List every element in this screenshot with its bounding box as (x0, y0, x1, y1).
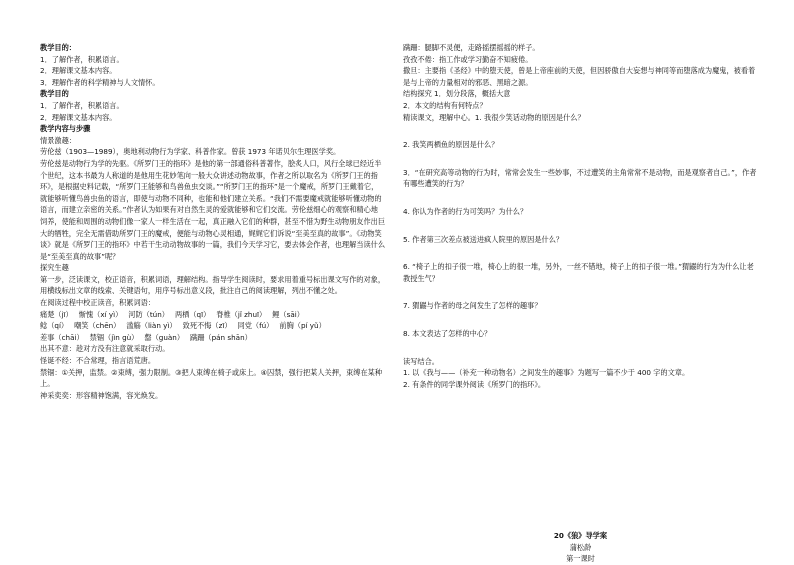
text-line: 2. 有条件的同学课外阅读《所罗门的指环》。 (403, 379, 546, 389)
answer-space (403, 340, 758, 356)
vocab-row (40, 309, 385, 321)
vocab-row (40, 332, 385, 344)
text-line: 孜孜不倦：指工作或学习勤奋不知疲倦。 (403, 54, 533, 64)
text-line: 精读课文，理解中心。1. 我很少笑话动物的原因是什么？ (403, 112, 585, 122)
text-line: 2．理解课文基本内容。 (40, 112, 117, 122)
lesson-author: 蒲松龄 (569, 542, 592, 552)
answer-space (403, 123, 758, 139)
text-line: 1．了解作者，积累语言。 (40, 100, 124, 110)
lesson-header (403, 530, 758, 565)
answer-space (403, 151, 758, 167)
vocab-word: 滥觞（liàn yì） (126, 321, 177, 331)
text-line: 撒旦：主要指《圣经》中的堕天使，曾是上帝座前的天使，但因骄傲自大妄想与神同等而堕落成为魔鬼，被看着是与上帝的力量相对的邪恶、黑暗之源。 (403, 66, 756, 87)
text-line: 3．“在研究高等动物的行为时，常常会发生一些妙事，不过遭笑的主角常常不是动物，而是观察者自己。”，作者有哪些遭笑的行为？ (403, 167, 757, 189)
text-line: 1. 以《我与——（补充一种动物名）之间发生的趣事》为题写一篇不少于 400 字的文章。 (403, 368, 690, 378)
text-line: 5. 作者第三次差点被送进疯人院里的原因是什么？ (403, 234, 564, 244)
answer-space (403, 218, 758, 234)
text-line: 劳伦兹（1903—1989），奥地利动物行为学家、科普作家。曾获 1973 年诺贝尔生理医学奖。 (40, 147, 341, 157)
vocab-word: 禁锢（jìn gù） (89, 332, 139, 342)
vocab-row (40, 320, 385, 332)
text-line: 在阅读过程中校正读音，积累词语： (40, 298, 156, 308)
text-line: 2．本文的结构有何特点？ (403, 100, 487, 110)
text-line: 教学目的： (40, 43, 76, 52)
text-line: 劳伦兹是动物行为学的先驱。《所罗门王的指环》是他的第一部通俗科普著作，脍炙人口，风行全球已经近半个世纪，这本书最为人称道的是他用生花妙笔向一般大众讲述动物故事，作者之所以取名为《所罗门王的指环》，是根据史料记载，“所罗门王能够和鸟兽鱼虫交谈。”“所罗门王的指环”是一个魔戒，所罗门王戴着它，就能够听懂鸟兽虫鱼的语言，即使与动物不同种，也能和他们建立关系。“我们不需要魔戒就能够听懂动物的语言，而建立亲密的关系。”作者认为如果有对自然生灵的爱就能够和它们交流。劳伦兹细心的观察和精心地饲养，使能和周围的动物们像一家人一样生活在一起，真正融入它们的种群，甚至不惜为野生动物朋友作出巨大的牺牲，完全无需借助所罗门王的魔戒，便能与动物心灵相通，娓娓它们诉说“至美至真的故事”。《动物笑谈》就是《所罗门王的指环》中若干生动动物故事的一篇，我们今天学习它，要去体会作者，也理解当读什么是“至美至真的故事”呢？ (40, 158, 385, 261)
vocab-word: 蹒跚（pán shān） (190, 332, 252, 342)
vocab-word: 鲶（qí） (40, 321, 69, 331)
text-line: 情景激趣： (40, 135, 76, 145)
text-line: 神采奕奕：形容精神饱满，容光焕发。 (40, 390, 163, 400)
answer-space (403, 312, 758, 328)
text-line: 教学目的 (40, 89, 69, 99)
text-line: 读写结合。 (403, 356, 439, 366)
answer-space (403, 245, 758, 261)
text-line: 4. 你认为作者的行为可笑吗？为什么？ (403, 206, 528, 216)
lesson-title: 20《狼》导学案 (553, 531, 608, 540)
answer-space (403, 190, 758, 206)
text-line: 7. 猬鼹与作者的母之间发生了怎样的趣事？ (403, 301, 542, 311)
text-line: 教学内容与步骤 (40, 124, 91, 134)
text-line: 探究生趣 (40, 263, 69, 273)
vocab-word: 脊椎（jǐ zhuī） (216, 309, 267, 319)
vocab-word: 痛楚（jī） (40, 309, 73, 319)
vocab-word: 前胸（pí yǔ） (279, 321, 326, 331)
right-column (403, 42, 758, 390)
vocab-word: 两栖（qī） (174, 309, 211, 319)
text-line: 1．了解作者，积累语言。 (40, 54, 124, 64)
text-line: 结构探究 1．划分段落，概括大意 (403, 89, 511, 99)
text-line: 2．理解课文基本内容。 (40, 66, 117, 76)
left-column (40, 42, 385, 401)
text-line: 禁锢：①关押，监禁。②束缚，强力限制。③把人束缚在椅子或床上。④囚禁，强行把某人关押，束缚在某种上。 (40, 367, 383, 389)
lesson-session: 第一课时 (566, 554, 595, 564)
vocab-word: 同党（fú） (237, 321, 274, 331)
text-line: 3．理解作者的科学精神与人文情怀。 (40, 77, 160, 87)
text-line: 6. “椅子上的扣子很一堆，椅心上的很一堆，另外，一丝不错地，椅子上的扣子很一堆。”猬鼹的行为为什么让老教授生气？ (403, 262, 754, 283)
text-line: 蹒跚：腿脚不灵便，走路摇摆摇摇的样子。 (403, 43, 540, 52)
vocab-word: 差事（chāi） (40, 332, 84, 342)
text-line: 第一步，泛读课文，校正语音，积累词语，理解结构。指导学生阅读时，要求用着重号标出课文写作的对象，用横线标出文章的线索、关键语句，用序号标出意义段，批注自己的阅读理解，列出不懂之处。 (40, 274, 385, 296)
text-line: 2. 我笑两栖鱼的原因是什么？ (403, 140, 499, 150)
vocab-word: 罄（guàn） (144, 332, 185, 342)
text-line: 8. 本文表达了怎样的中心？ (403, 328, 492, 338)
vocab-word: 鲤（sāi） (272, 309, 304, 319)
vocab-word: 河防（tún） (128, 309, 169, 319)
answer-space (403, 284, 758, 300)
text-line: 出其不意：趁对方没有注意就采取行动。 (40, 344, 170, 354)
vocab-word: 致死不悔（zī） (182, 321, 232, 331)
vocab-word: 嘲笑（chēn） (74, 321, 121, 331)
text-line: 怪诞不经：不合常理，指言语荒唐。 (40, 356, 156, 366)
vocab-word: 惭愧（xí yì） (78, 309, 123, 319)
